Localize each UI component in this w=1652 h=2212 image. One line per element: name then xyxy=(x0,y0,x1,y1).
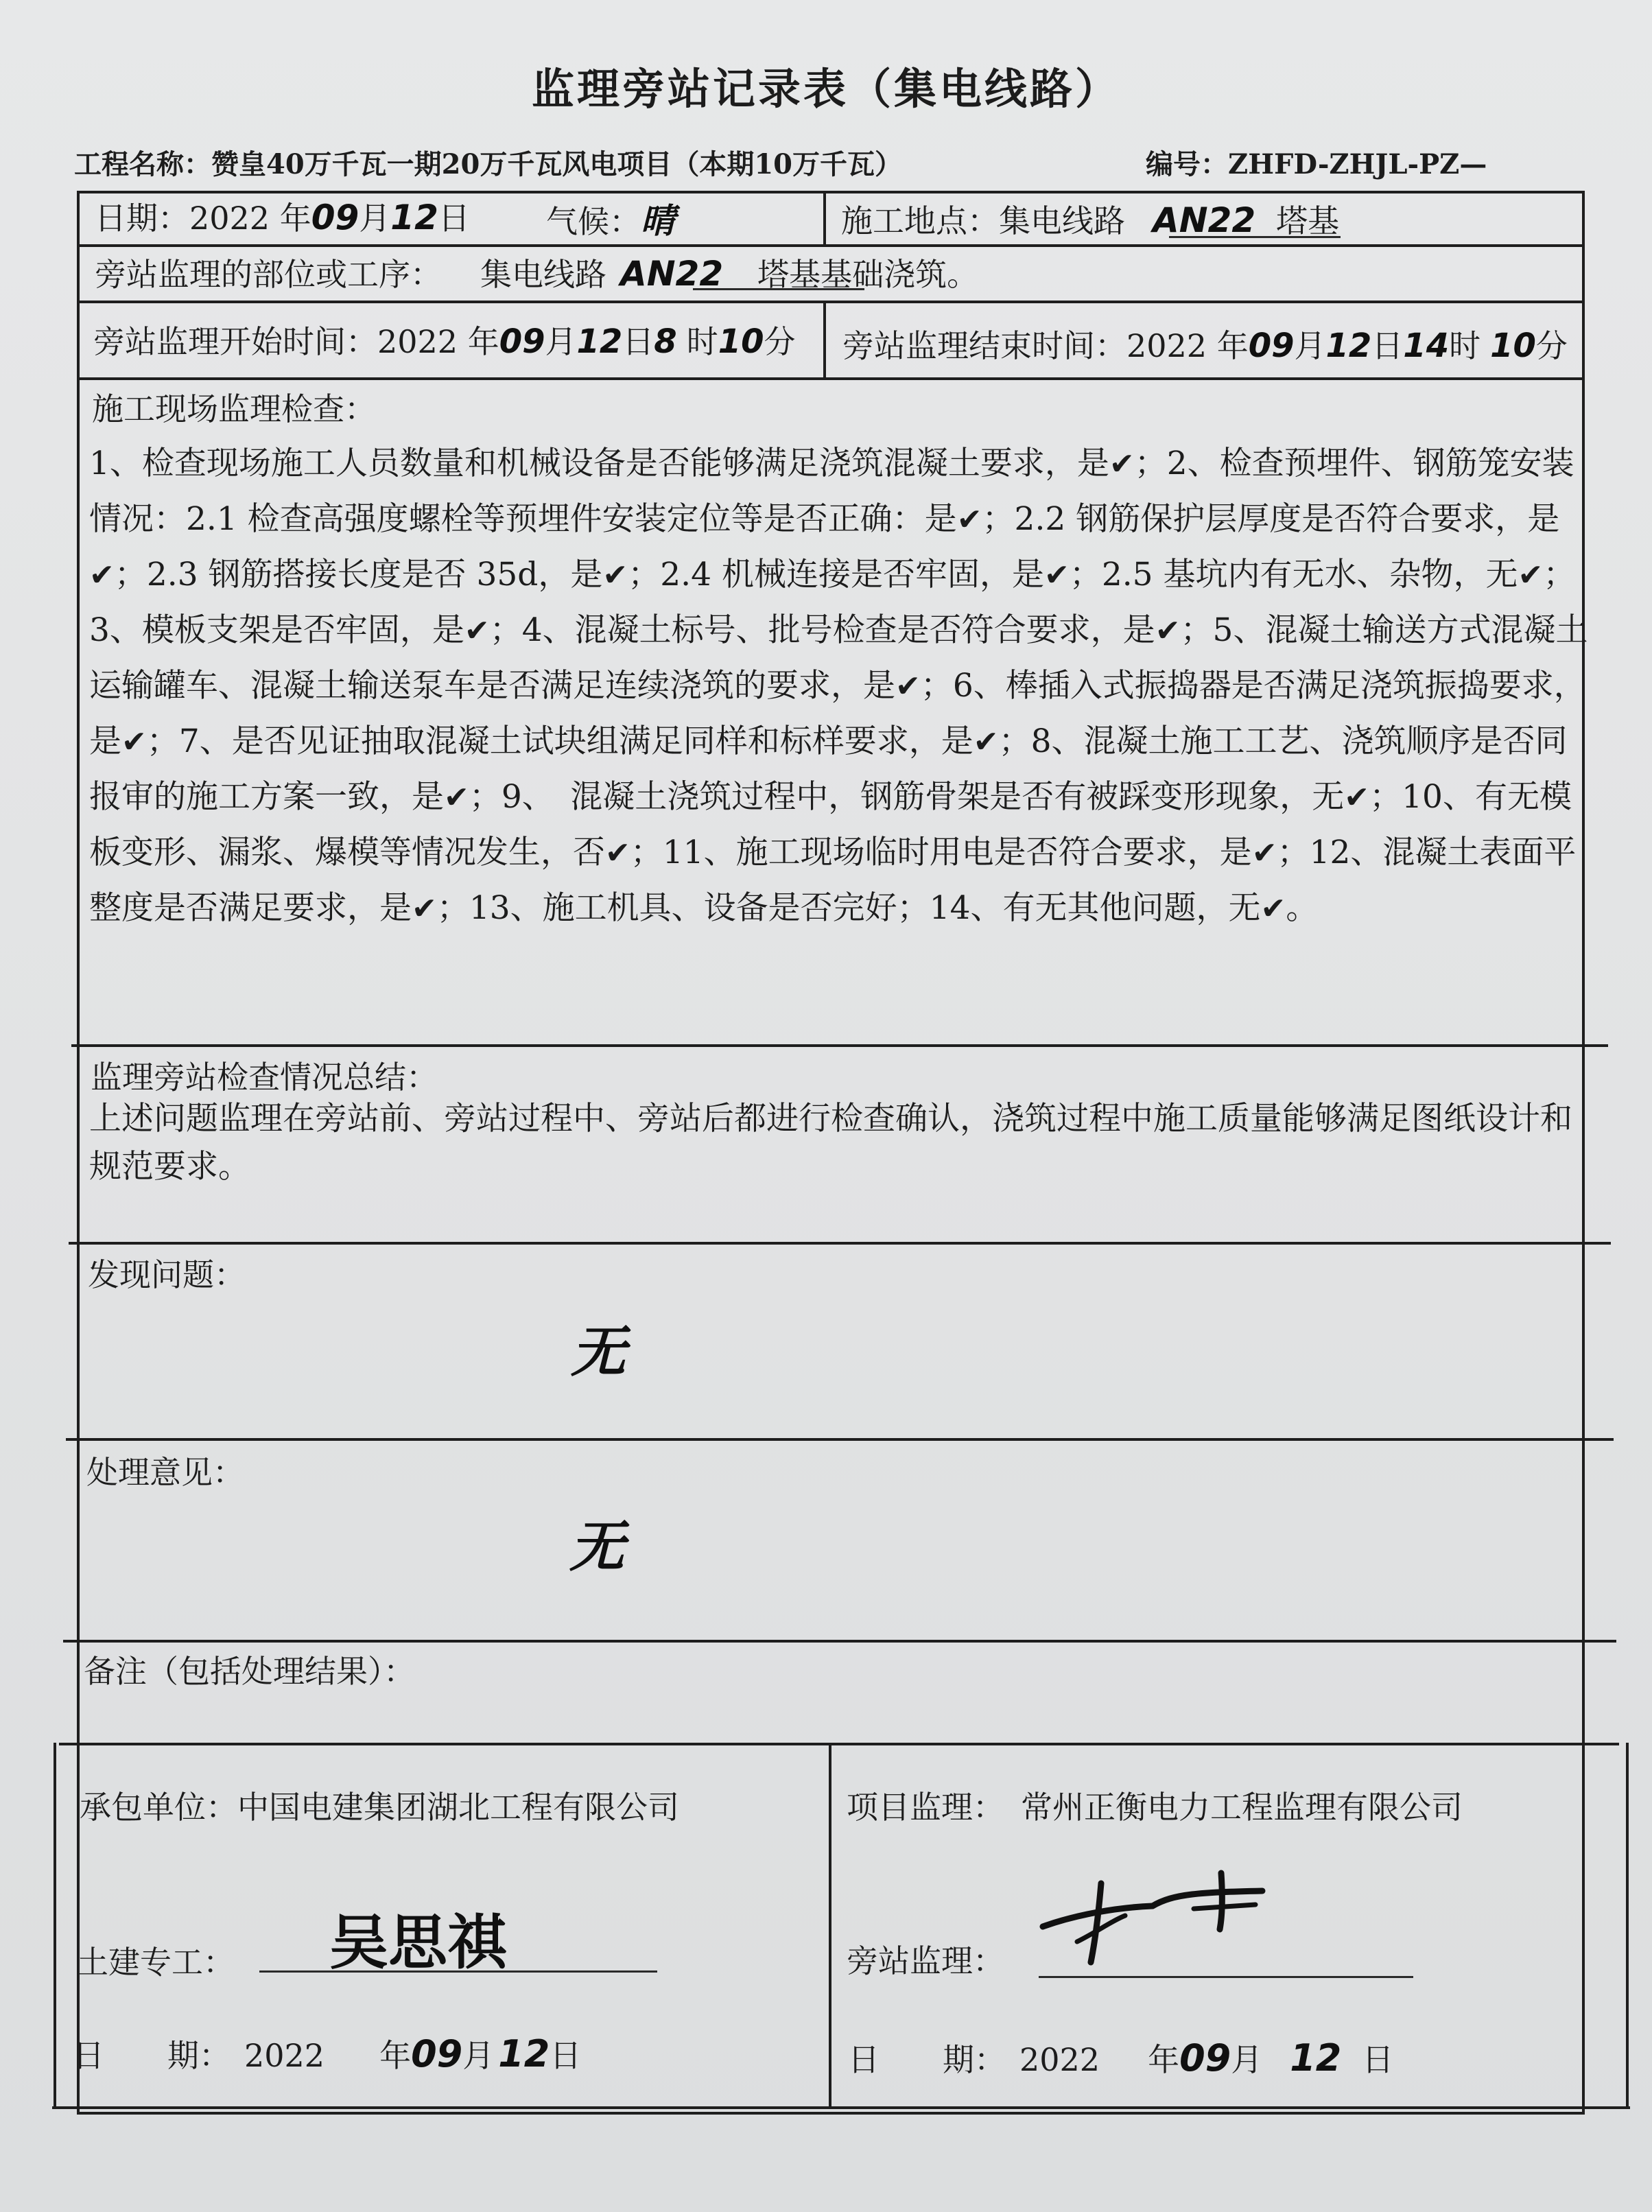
number-value: ZHFD-ZHJL-PZ— xyxy=(1228,148,1487,180)
site-label: 施工地点：集电线路 xyxy=(841,202,1125,239)
summary-heading: 监理旁站检查情况总结： xyxy=(91,1059,438,1096)
left-border xyxy=(54,1743,56,2106)
column-divider xyxy=(823,191,826,244)
check-mark-icon: ✔ xyxy=(464,613,490,648)
date-day-handwritten: 12 xyxy=(390,198,438,237)
check-mark-icon: ✔ xyxy=(1518,558,1544,593)
supervisor-unit xyxy=(847,1782,1463,1828)
supervisor-date-year: 2022 xyxy=(1019,2041,1100,2078)
civil-engineer-signature: 吴思祺 xyxy=(329,1908,506,1977)
project-name-line xyxy=(74,143,902,182)
supervisor-day-word: 日 xyxy=(1362,2041,1394,2078)
check-mark-icon: ✔ xyxy=(412,891,437,926)
inspection-item-text: ；9、 混凝土浇筑过程中，钢筋骨架是否有被踩变形现象，无 xyxy=(469,778,1345,816)
document-number xyxy=(1146,143,1487,182)
contractor-date-label: 日 期： xyxy=(73,2037,231,2074)
end-minute-handwritten: 10 xyxy=(1490,327,1536,365)
site-field xyxy=(841,196,1339,242)
start-month-handwritten: 09 xyxy=(499,322,545,361)
column-divider xyxy=(829,1743,831,2106)
row-divider xyxy=(63,1640,1616,1643)
part-suffix: 塔基基础浇筑。 xyxy=(757,256,979,293)
start-minute-word: 分 xyxy=(764,323,796,360)
site-underline xyxy=(1169,236,1341,238)
inspection-item-text: ；2.4 机械连接是否牢固，是 xyxy=(628,556,1044,593)
contractor-day-word: 日 xyxy=(550,2037,582,2074)
contractor-month-handwritten: 09 xyxy=(411,2032,463,2075)
row-divider xyxy=(77,301,1585,303)
inspection-item-text: ；3、模板支架是否牢固，是 xyxy=(89,556,1576,649)
inspection-item-text: ；8、混凝土施工工艺、浇筑顺序是否同报审的施工方案一致，是 xyxy=(89,722,1568,816)
start-label: 旁站监理开始时间：2022 年 xyxy=(93,323,499,360)
end-label: 旁站监理结束时间：2022 年 xyxy=(842,327,1249,364)
inspection-body xyxy=(89,436,1589,937)
row-divider xyxy=(69,1242,1611,1245)
check-mark-icon: ✔ xyxy=(121,725,147,760)
date-day-suffix: 日 xyxy=(438,200,470,237)
inspection-item-text: 。 xyxy=(1286,889,1319,927)
part-underline xyxy=(693,288,864,290)
contractor-unit xyxy=(80,1782,679,1828)
inspection-paragraph xyxy=(89,436,1589,937)
row-divider xyxy=(71,1044,1608,1047)
check-mark-icon: ✔ xyxy=(1251,836,1277,871)
civil-engineer-underline xyxy=(259,1970,657,1973)
start-day-word: 日 xyxy=(622,323,654,360)
row-divider xyxy=(59,1743,1619,1745)
column-divider xyxy=(823,301,826,377)
contractor-year-word: 年 xyxy=(379,2037,412,2074)
inspection-item-text: ；7、是否见证抽取混凝土试块组满足同样和标样要求，是 xyxy=(146,722,974,760)
site-value-handwritten: AN22 xyxy=(1153,200,1256,240)
inspection-item-text: ；2、检查预埋件、钢筋笼安装情况：2.1 检查高强度螺栓等预埋件安装定位等是否正确：是 xyxy=(89,445,1574,538)
check-mark-icon: ✔ xyxy=(1260,891,1286,926)
row-divider xyxy=(77,244,1585,247)
start-hour-word: 时 xyxy=(686,323,718,360)
check-mark-icon: ✔ xyxy=(956,502,982,537)
inspection-item-text: ；2.3 钢筋搭接长度是否 35d，是 xyxy=(114,556,603,593)
end-month-handwritten: 09 xyxy=(1248,327,1295,365)
contractor-month-word: 月 xyxy=(462,2037,495,2074)
inspection-item-text: ；4、混凝土标号、批号检查是否符合要求，是 xyxy=(489,611,1155,649)
check-mark-icon: ✔ xyxy=(1155,613,1181,648)
civil-engineer-label: 土建专工： xyxy=(77,1944,235,1981)
weather-label: 气候： xyxy=(546,203,641,240)
weather-field xyxy=(546,193,675,243)
table-bottom-border xyxy=(52,2106,1630,2109)
supervisor-day-handwritten: 12 xyxy=(1290,2036,1342,2080)
supervisor-unit-name: 常州正衡电力工程监理有限公司 xyxy=(1021,1789,1463,1826)
site-monitor-underline xyxy=(1039,1976,1413,1978)
right-border xyxy=(1626,1743,1629,2106)
date-month-suffix: 月 xyxy=(359,200,391,237)
end-hour-word: 时 xyxy=(1449,327,1481,364)
remarks-heading: 备注（包括处理结果）： xyxy=(84,1653,415,1690)
contractor-unit-label: 承包单位： xyxy=(80,1789,237,1826)
inspection-item-text: ；2.5 基坑内有无水、杂物，无 xyxy=(1069,556,1518,593)
end-time-field xyxy=(842,321,1568,366)
row-divider xyxy=(77,377,1585,380)
part-label: 旁站监理的部位或工序： xyxy=(95,256,442,293)
check-mark-icon: ✔ xyxy=(1344,780,1370,815)
handling-heading: 处理意见： xyxy=(86,1454,244,1491)
end-month-word: 月 xyxy=(1294,327,1326,364)
inspection-item-text: ；10、有无模板变形、漏浆、爆模等情况发生，否 xyxy=(89,778,1572,871)
inspection-item-text: 1、检查现场施工人员数量和机械设备是否能够满足浇筑混凝土要求，是 xyxy=(89,445,1109,482)
end-minute-word: 分 xyxy=(1535,327,1568,364)
start-minute-handwritten: 10 xyxy=(718,322,764,361)
inspection-item-text: ；11、施工现场临时用电是否符合要求，是 xyxy=(630,834,1252,871)
handling-handwritten-value: 无 xyxy=(569,1515,624,1579)
number-label: 编号： xyxy=(1146,148,1228,180)
row-divider xyxy=(66,1438,1614,1441)
supervisor-date-label: 日 期： xyxy=(848,2041,1006,2078)
site-monitor-signature xyxy=(1036,1866,1269,1969)
inspection-item-text: ；12、混凝土表面平整度是否满足要求，是 xyxy=(89,834,1577,927)
supervisor-month-word: 月 xyxy=(1231,2041,1263,2078)
start-time-field xyxy=(93,317,796,362)
check-mark-icon: ✔ xyxy=(444,780,469,815)
date-label: 日期：2022 年 xyxy=(95,200,311,237)
contractor-unit-name: 中国电建集团湖北工程有限公司 xyxy=(237,1789,679,1826)
end-hour-handwritten: 14 xyxy=(1403,327,1450,365)
project-name: 赞皇40万千瓦一期20万千瓦风电项目（本期10万千瓦） xyxy=(211,148,902,180)
site-monitor-label: 旁站监理： xyxy=(847,1942,1004,1979)
problems-heading: 发现问题： xyxy=(88,1256,246,1293)
contractor-day-handwritten: 12 xyxy=(498,2032,550,2075)
start-day-handwritten: 12 xyxy=(576,322,623,361)
date-month-handwritten: 09 xyxy=(311,198,359,237)
check-mark-icon: ✔ xyxy=(602,558,628,593)
end-day-handwritten: 12 xyxy=(1325,327,1372,365)
date-field xyxy=(95,193,470,239)
inspection-item-text: ；2.2 钢筋保护层厚度是否符合要求，是 xyxy=(982,500,1560,538)
site-suffix: 塔基 xyxy=(1276,202,1340,239)
contractor-date-year: 2022 xyxy=(244,2037,325,2074)
problems-handwritten-value: 无 xyxy=(571,1320,626,1384)
check-mark-icon: ✔ xyxy=(605,836,630,871)
inspection-item-text: ；13、施工机具、设备是否完好；14、有无其他问题，无 xyxy=(436,889,1261,927)
check-mark-icon: ✔ xyxy=(1109,447,1135,482)
check-mark-icon: ✔ xyxy=(89,558,115,593)
part-value-handwritten: AN22 xyxy=(620,254,724,294)
end-day-word: 日 xyxy=(1371,327,1404,364)
start-month-word: 月 xyxy=(545,323,577,360)
project-label: 工程名称： xyxy=(74,148,211,180)
start-hour-handwritten: 8 xyxy=(654,322,677,361)
inspection-item-text: ；5、混凝土输送方式混凝土运输罐车、混凝土输送泵车是否满足连续浇筑的要求，是 xyxy=(89,611,1588,705)
supervisor-unit-label: 项目监理： xyxy=(847,1789,1004,1826)
part-prefix: 集电线路 xyxy=(480,256,606,293)
summary-body: 上述问题监理在旁站前、旁站过程中、旁站后都进行检查确认，浇筑过程中施工质量能够满足图纸设计和规范要求。 xyxy=(89,1100,1572,1186)
supervisor-year-word: 年 xyxy=(1148,2041,1180,2078)
inspection-item-text: ；6、棒插入式振捣器是否满足浇筑振捣要求，是 xyxy=(89,667,1586,760)
check-mark-icon: ✔ xyxy=(973,725,999,760)
inspection-heading: 施工现场监理检查： xyxy=(92,390,376,427)
contractor-date xyxy=(73,2031,581,2076)
weather-handwritten: 晴 xyxy=(641,201,675,241)
check-mark-icon: ✔ xyxy=(895,669,921,704)
supervisor-month-handwritten: 09 xyxy=(1179,2036,1231,2080)
check-mark-icon: ✔ xyxy=(1043,558,1070,593)
document-title: 监理旁站记录表（集电线路） xyxy=(531,64,1120,114)
supervisor-date xyxy=(848,2035,1393,2080)
